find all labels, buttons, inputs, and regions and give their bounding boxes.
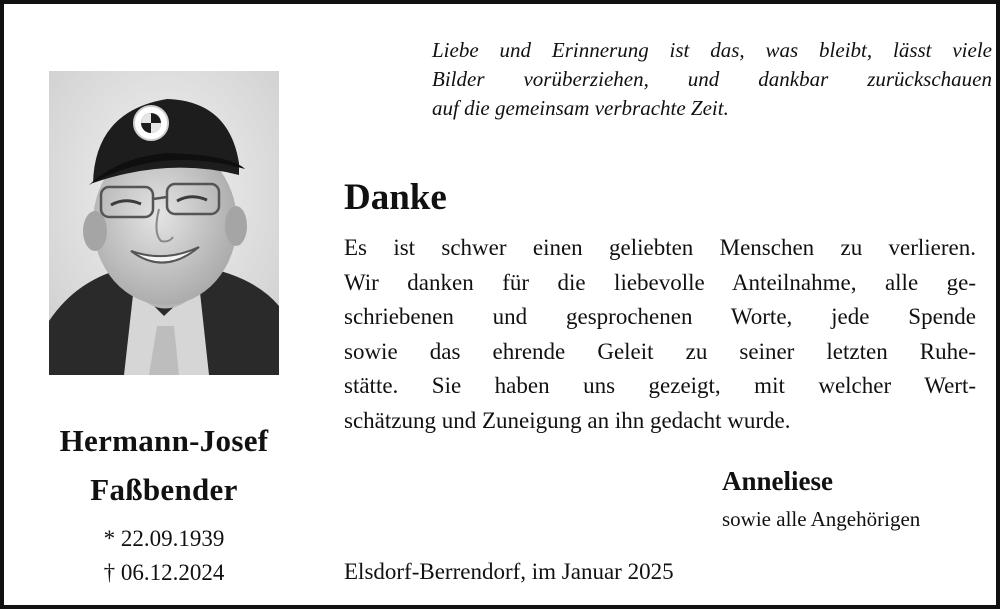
thanks-line: Wir danken für die liebevolle Anteilnahme, alle ge- — [344, 269, 976, 295]
quote-line: Bilder vorüberziehen, und dankbar zurückschauen — [432, 67, 992, 91]
thanks-line: schriebenen und gesprochenen Worte, jede Spende — [344, 304, 976, 329]
birth-date: * 22.09.1939 — [103, 526, 225, 551]
deceased-name-last: Faßbender — [90, 472, 238, 507]
thanks-line: stätte. Sie haben uns gezeigt, mit welcher Wert- — [344, 373, 976, 398]
memorial-quote — [432, 36, 992, 123]
quote-line: Liebe und Erinnerung ist das, was bleibt, lässt viele — [432, 38, 992, 62]
signature-name: Anneliese — [722, 466, 833, 496]
place-and-date: Elsdorf-Berrendorf, im Januar 2025 — [344, 559, 674, 584]
death-date: † 06.12.2024 — [103, 560, 225, 585]
portrait-photo — [49, 71, 279, 375]
signature-relatives: sowie alle Angehörigen — [722, 507, 921, 531]
deceased-name-first: Hermann-Josef — [59, 423, 269, 458]
thanks-heading: Danke — [344, 177, 447, 218]
thanks-line: schätzung und Zuneigung an ihn gedacht wurde. — [344, 407, 791, 433]
quote-line: auf die gemeinsam verbrachte Zeit. — [432, 96, 729, 120]
thanks-line: sowie das ehrende Geleit zu seiner letzten Ruhe- — [344, 338, 976, 364]
thanks-line: Es ist schwer einen geliebten Menschen zu verlieren. — [344, 235, 976, 260]
thanks-text — [344, 231, 976, 438]
